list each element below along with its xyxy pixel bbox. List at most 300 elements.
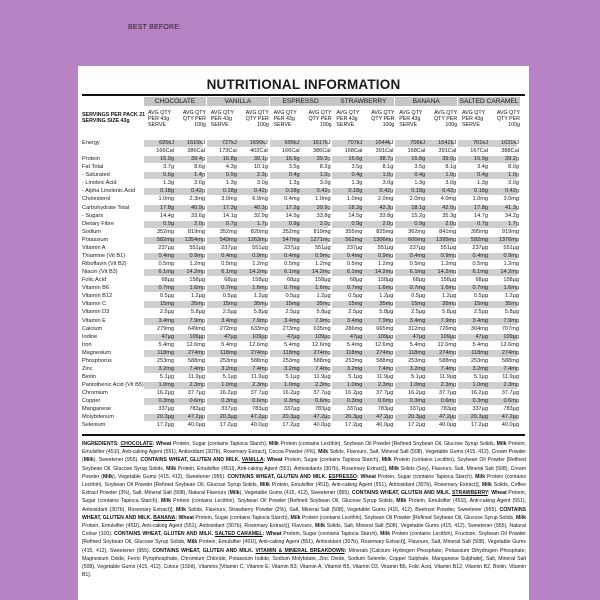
nutrient-value: 16.2µg <box>282 390 300 397</box>
nutrient-value: 5.1µg <box>285 374 300 381</box>
nutrient-value: 237µg <box>472 244 488 251</box>
serving-size: SERVING SIZE 43g <box>82 118 130 125</box>
nutrient-value: 158µg <box>252 277 268 284</box>
nutrient-value: 17.2µg <box>282 422 300 429</box>
ingredient-text-segment: Milk <box>475 473 487 480</box>
nutrient-value: 118mg <box>471 349 488 356</box>
nutrient-value: 3.2mg <box>284 365 300 372</box>
nutrient-value: 17.8g <box>160 204 174 211</box>
nutrient-value: 37.7µg <box>376 390 394 397</box>
ingredient-text-segment: Protein (contains Lecithin), Soybean Oil Powder [Refined Soybean Oil, Glucose Syrup Solids, <box>280 441 497 447</box>
ingredient-text-segment: Protein, Emulsifier (451l), Anti-caking Agent (551), Antioxidant (307b), Rosemary Extract)], <box>271 482 482 489</box>
best-before-label: BEST BEFORE: <box>128 24 182 31</box>
nutrient-value: 109µg <box>503 333 519 340</box>
nutrient-label: Dietary Fibre <box>82 220 115 227</box>
nutrient-value: 543mg <box>219 236 237 243</box>
nutrient-value: 14.4g <box>160 212 174 219</box>
nutrient-label: Cholesterol <box>82 196 111 203</box>
nutrient-value: 253mg <box>345 357 363 364</box>
nutrient-value: 3.2mg <box>221 365 237 372</box>
nutrient-value: 5.1µg <box>411 374 426 381</box>
nutrient-value: 0.6mg <box>377 398 394 405</box>
nutrient-value: 7.9mg <box>440 317 457 324</box>
nutrient-value: 11.9µg <box>439 374 457 381</box>
nutrient-value: 2.0mg <box>409 196 426 203</box>
nutrient-value: 279mg <box>156 325 174 332</box>
nutrient-value: 1.0mg <box>472 382 488 389</box>
nutrient-value: 7.4mg <box>189 365 205 372</box>
nutrient-value: 0.4mg <box>472 252 488 259</box>
nutrient-value: 253mg <box>470 357 488 364</box>
nutrient-value: 3.5g <box>414 164 426 171</box>
ingredient-text-segment: Milk <box>314 523 327 530</box>
nutrient-value: 0.6mg <box>315 398 331 405</box>
nutrient-value: 5.1µg <box>159 374 174 381</box>
nutrient-value: 1.0g <box>382 172 394 179</box>
nutrient-value: 1.0mg <box>315 196 331 203</box>
nutrient-value: 707kJ <box>347 140 363 146</box>
nutrient-value: 237µg <box>346 244 363 251</box>
nutrient-value: 168Cal <box>344 148 363 155</box>
nutrient-value: 0.4mg <box>158 252 174 259</box>
nutrient-value: 0.7g <box>477 220 488 227</box>
nutrient-value: 47µg <box>475 333 488 340</box>
nutrient-value: 109µg <box>189 333 205 340</box>
nutrient-value: 12.6mg <box>500 341 519 348</box>
nutrient-value: 0.9mg <box>440 252 457 259</box>
nutrient-label: Vitamin B6 <box>82 285 109 292</box>
nutrient-label: Vitamin C <box>82 301 107 308</box>
nutrient-value: 237µg <box>221 244 237 251</box>
ingredient-text-segment: Milk <box>160 498 174 505</box>
nutrient-value: 337µg <box>283 406 300 413</box>
nutrient-value: 337µg <box>158 406 174 413</box>
nutrient-label: Fat Total <box>82 164 104 171</box>
ingredient-text-segment: Milk <box>496 441 509 447</box>
nutrient-value: 1.6mg <box>503 285 519 292</box>
nutrient-value: 0.5mg <box>221 261 237 268</box>
nutrient-value: 16.9g <box>285 156 300 163</box>
ingredient-text-segment: Protein, Emulsifier (451l), Anti-caking Agent (551), Antioxidants (307b), Rosemary Extract)], <box>177 465 389 472</box>
nutrient-value: 1376mg <box>498 236 519 243</box>
nutrient-value: 0.7mg <box>221 285 237 292</box>
nutrient-value: 2.0g <box>194 220 205 227</box>
nutrient-value: 18.1g <box>411 204 426 211</box>
nutrient-value: 3.2mg <box>158 365 174 372</box>
nutrient-value: 15mg <box>222 301 237 308</box>
nutrient-value: 588mg <box>439 357 457 364</box>
nutrient-value: 118mg <box>345 349 363 356</box>
nutrient-value: 166Cal <box>156 148 174 155</box>
nutrient-value: 3.0g <box>256 180 268 187</box>
nutrient-value: 0.5mg <box>346 261 363 268</box>
nutrient-label: Chromium <box>82 390 108 397</box>
nutrient-value: 1690kJ <box>249 140 268 146</box>
ingredient-text-segment: Solids, Flavours, Strawberry Powder (2%), Salt, Mineral Salt (508), Vegetable Gums (415, 412), Beetroot Powder, Sweetener (955). <box>188 506 500 513</box>
nutrient-value: 14.2mg <box>186 269 205 276</box>
ingredient-text-segment: Milk <box>388 465 401 472</box>
nutrient-value: 274mg <box>313 349 331 356</box>
nutrient-value: 1.0mg <box>346 382 363 389</box>
nutrient-label: - Saturated <box>82 172 110 179</box>
nutrient-value: 274mg <box>187 349 205 356</box>
nutrient-label: Phosphorus <box>82 357 112 364</box>
nutrient-label: Potassium <box>82 236 109 243</box>
nutrient-value: 16.9g <box>160 156 174 163</box>
nutrient-value: 1.2µg <box>190 293 205 300</box>
column-header-serve: AVG QTY PER 43g SERVE <box>336 110 360 129</box>
nutrient-value: 253mg <box>408 357 426 364</box>
nutrient-value: 3.2mg <box>409 365 426 372</box>
nutrient-label: Folic Acid <box>82 277 106 284</box>
ingredient-text-segment: Protein, Sugar (contains Tapioca Starch), <box>283 531 381 538</box>
ingredients-text <box>82 440 526 579</box>
nutrient-value: 0.9mg <box>252 252 268 259</box>
ingredient-text-segment: : Wheat <box>356 473 378 480</box>
nutrient-value: 7.9mg <box>377 317 394 324</box>
nutrient-value: 14.5g <box>348 212 363 219</box>
nutrient-label: Energy <box>82 140 100 146</box>
nutrient-value: 11.9µg <box>251 374 268 381</box>
nutrient-value: 0.5µg <box>159 293 174 300</box>
nutrient-value: 2.5µg <box>348 309 363 316</box>
nutrient-value: 273mg <box>282 325 300 332</box>
nutrient-value: 701kJ <box>473 140 488 146</box>
nutrient-value: 1.0mg <box>346 196 363 203</box>
nutrient-value: 1395mg <box>435 236 457 243</box>
nutrient-value: 47µg <box>412 333 426 340</box>
nutrient-value: 1354mg <box>184 236 205 243</box>
nutrient-label: Biotin <box>82 374 96 381</box>
ingredient-text-segment: Milk <box>259 482 272 489</box>
ingredient-text-segment: Protein, Emulsifier (451l), Anti-caking Agent (551), Antioxidant (307b), Rosemary Extract)], Flavours, <box>82 523 315 530</box>
nutrient-value: 32.9g <box>253 212 268 219</box>
ingredient-text-segment: : Wheat <box>263 457 285 464</box>
nutrient-value: 665mg <box>376 325 394 332</box>
ingredient-text-segment: Protein, Emulsifier (451l), Anti-caking Agent (551), Antioxidant (307b), Rosemary Extract)], Flavours, Salt, Mineral Salt (508), Vegetable Gums (415, 412), Sweetener (955). <box>82 539 526 554</box>
nutrient-label: Carbohydrate Total <box>82 204 130 211</box>
nutrient-value: 15mg <box>348 301 363 308</box>
nutrient-value: 237µg <box>283 244 300 251</box>
nutrient-value: 0.5µg <box>473 293 488 300</box>
nutrient-value: 600mg <box>408 236 426 243</box>
nutrient-value: 14.7g <box>474 212 488 219</box>
nutrient-value: 16.2µg <box>156 390 174 397</box>
ingredient-text-segment: Protein, Sugar (contains Tapioca Starch), <box>172 441 269 447</box>
nutrient-value: 1.3g <box>351 180 363 187</box>
nutrient-value: 37.7µg <box>250 390 268 397</box>
nutrient-value: 17.2µg <box>156 422 174 429</box>
nutrient-label: Iron <box>82 341 92 348</box>
nutrient-label: Vitamin A <box>82 244 106 251</box>
nutrient-value: 0.4mg <box>409 252 426 259</box>
column-header-100g: AVG QTY QTY PER 100g <box>434 110 458 129</box>
nutrient-value: 783µg <box>314 406 331 413</box>
nutrient-value: 42.0g <box>442 204 457 211</box>
nutrient-value: 551µg <box>503 244 519 251</box>
nutrient-value: 68µg <box>161 277 174 284</box>
nutrient-value: 337µg <box>409 406 426 413</box>
nutrient-value: 0.4g <box>288 172 300 179</box>
nutrient-value: 272mg <box>219 325 237 332</box>
nutrient-value: 6.1mg <box>346 269 363 276</box>
ingredient-flavor-heading: CHOCOLATE <box>120 441 153 447</box>
nutrient-value: 391Cal <box>375 148 394 155</box>
nutrient-value: 15.2g <box>411 212 426 219</box>
nutrient-value: 3.0g <box>382 180 394 187</box>
nutrient-value: 109µg <box>252 333 268 340</box>
ingredient-text-segment: Protein, Sugar (contains Tapioca Starch), <box>284 457 382 464</box>
nutrient-value: 14.1g <box>222 212 237 219</box>
nutrient-value: 0.3mg <box>158 398 174 405</box>
ingredient-text-segment: Milk <box>290 514 302 521</box>
nutrient-value: 39.1g <box>253 156 268 163</box>
nutrient-value: 551µg <box>252 244 268 251</box>
nutrient-value: 118mg <box>408 349 426 356</box>
nutrient-value: 312mg <box>408 325 426 332</box>
nutrient-value: 40.9g <box>191 204 205 211</box>
nutrient-value: 0.42g <box>316 188 331 195</box>
panel-title: NUTRITIONAL INFORMATION <box>206 77 401 92</box>
ingredient-text-segment: Solids (Soy), Flavours, Salt, Mineral Salt (508), Cream Powder ( <box>82 465 527 480</box>
nutrient-value: 6.1mg <box>158 269 174 276</box>
nutrient-value: 1306mg <box>373 236 394 243</box>
ingredient-text-segment: Protein, Emulsifier (451l), Anti-caking Agent (551), Antioxidant (307b), Rosemary Extract)], <box>82 498 526 513</box>
nutrient-value: 1263mg <box>247 236 268 243</box>
ingredient-text-segment: Protein (contains Lecithin), Soybean Oil Powder [Refined Soybean Oil, Glucose Syrup Solids, <box>301 514 516 521</box>
nutrient-value: 39.4g <box>191 156 205 163</box>
nutrient-value: 695kJ <box>284 140 300 146</box>
nutrient-value: 20.3µg <box>345 414 363 421</box>
nutrient-value: 47.2µg <box>438 414 457 421</box>
ingredient-text-segment: Milk <box>268 441 281 447</box>
nutrient-value: 0.7mg <box>284 285 300 292</box>
nutrient-value: 1.7g <box>508 220 519 227</box>
nutrient-value: 118mg <box>220 349 237 356</box>
flavor-header: SALTED CARAMEL <box>459 98 519 105</box>
nutrient-value: 68µg <box>349 277 363 284</box>
nutrient-value: 362mg <box>408 228 426 235</box>
ingredient-text-segment: Minerals [Calcium Hydrogen Phosphate, Potassium Dihydrogen Phosphate, Magnesium Oxide, Ferric Pyrophosphate, Chromium Chloride, Potassium Iodide, Sodium Molybdate, Zinc Oxide, Sodium Selenite, Copper Sulphate, Manganese Sulphate], Salt, Mineral Salt (508), Vegetable Gums (415, 412), Colour (150d), Vitamins [Vitamin C, Vitamin E, Vitamin B3, Vitamin A, Vitamin B5, Vitamin D3, Vitamin B6, Folic Acid, Vitamin B12, Vitamin B2, Biotin, Vitamin B1]. <box>82 547 527 579</box>
nutrient-value: 0.18g <box>160 188 174 195</box>
flavor-header: STRAWBERRY <box>332 97 394 106</box>
nutrient-value: 0.5mg <box>409 261 426 268</box>
column-header-100g: AVG QTY QTY PER 100g <box>245 110 269 129</box>
nutrient-value: 118mg <box>157 349 174 356</box>
ingredient-text-segment: ), Vegetable Gums (415, 412), Sweetener (955). <box>239 490 353 497</box>
nutrient-value: 0.7mg <box>409 285 426 292</box>
title-rule <box>82 94 525 96</box>
nutrient-value: 1.2mg <box>377 261 394 268</box>
nutrient-value: 2.0g <box>319 220 331 227</box>
nutrient-value: 551µg <box>314 244 331 251</box>
nutrient-value: 3.7g <box>163 164 174 171</box>
nutrient-label: Vitamin E <box>82 317 106 324</box>
nutrient-value: 16.2µg <box>345 390 363 397</box>
nutrient-value: 17.2µg <box>345 422 363 429</box>
nutrient-value: 783µg <box>377 406 394 413</box>
nutrient-label: Zinc <box>82 365 93 372</box>
nutrient-value: 5.4mg <box>346 341 363 348</box>
nutrient-value: 727kJ <box>221 140 237 146</box>
nutrient-value: 0.42g <box>505 188 519 195</box>
ingredient-text-segment: : Wheat <box>487 490 509 497</box>
nutrient-value: 820mg <box>250 228 268 235</box>
nutrient-value: 4.3g <box>225 164 237 171</box>
nutrient-value: 0.5mg <box>284 261 300 268</box>
nutrient-value: 0.18g <box>474 188 488 195</box>
nutrient-value: 551µg <box>440 244 457 251</box>
nutrient-value: 2.5µg <box>159 309 174 316</box>
nutrient-value: 0.5mg <box>158 261 174 268</box>
nutrient-value: 40.0µg <box>501 422 519 429</box>
nutrient-value: 1644kJ <box>375 140 394 146</box>
nutrient-value: 14.2mg <box>374 269 394 276</box>
nutrient-value: 1617kJ <box>312 140 331 146</box>
nutrient-value: 237µg <box>158 244 174 251</box>
nutrient-value: 2.3mg <box>315 382 331 389</box>
nutrient-value: 0.7mg <box>472 285 488 292</box>
nutrient-value: 158µg <box>503 277 519 284</box>
nutrient-value: 0.3mg <box>472 398 488 405</box>
nutrient-value: 919mg <box>501 228 519 235</box>
nutrient-value: 253mg <box>156 357 174 364</box>
nutrient-value: 1.2µg <box>504 293 519 300</box>
nutrient-value: 1.2mg <box>315 261 331 268</box>
nutrient-value: 0.6g <box>163 172 174 179</box>
nutrient-value: 15mg <box>411 301 426 308</box>
nutrient-value: 158µg <box>377 277 394 284</box>
nutrient-value: 8.1g <box>445 164 457 171</box>
nutrient-value: 47.2µg <box>313 414 331 421</box>
nutrient-value: 3.2mg <box>472 365 488 372</box>
nutrient-value: 1.3g <box>163 180 174 187</box>
nutrient-value: 2.0g <box>445 220 457 227</box>
nutrient-value: 47µg <box>224 333 237 340</box>
nutrient-value: 1642kJ <box>438 140 457 146</box>
nutrient-value: 0.18g <box>348 188 363 195</box>
nutrient-label: Niacin (Vit B3) <box>82 269 118 276</box>
nutrient-value: 0.5µg <box>222 293 237 300</box>
nutrient-value: 33.8g <box>316 212 331 219</box>
column-header-serve: AVG QTY PER 43g SERVE <box>210 110 234 129</box>
nutrition-panel <box>78 66 529 600</box>
nutrient-value: 5.8µg <box>379 309 394 316</box>
nutrient-value: 5.4mg <box>158 341 174 348</box>
nutrient-value: 0.9g <box>163 220 174 227</box>
nutrient-value: 15mg <box>474 301 488 308</box>
nutrient-value: 158µg <box>314 277 331 284</box>
nutrient-value: 47.2µg <box>501 414 519 421</box>
nutrient-value: 547mg <box>282 236 300 243</box>
nutrient-value: 402Cal <box>250 148 268 155</box>
nutrient-value: 237µg <box>409 244 426 251</box>
ingredient-flavor-heading: VITAMIN & MINERAL BREAKDOWN <box>255 547 345 554</box>
nutrient-value: 35mg <box>253 301 268 308</box>
nutrient-value: 118mg <box>282 349 300 356</box>
nutrient-value: 20.3µg <box>156 414 174 421</box>
nutrient-value: 1631kJ <box>500 140 519 146</box>
nutrient-value: 1.0g <box>508 172 519 179</box>
nutrient-value: 0.5µg <box>285 293 300 300</box>
nutrient-value: 3.4mg <box>158 317 174 324</box>
nutrient-value: 592mg <box>470 236 488 243</box>
nutrient-value: 2.5µg <box>411 309 426 316</box>
nutrient-label: Magnesium <box>82 349 111 356</box>
nutrient-value: 5.8µg <box>504 309 519 316</box>
flavor-header: CHOCOLATE <box>144 97 206 106</box>
nutrient-label: - Alpha Linolenic Acid <box>82 188 136 195</box>
nutrient-label: Riboflavin (Vit B2) <box>82 261 127 268</box>
ingredient-text-segment: Milk <box>83 457 94 464</box>
nutrient-value: 7.4mg <box>440 365 457 372</box>
nutrient-label: - Linoleic Acid <box>82 180 117 187</box>
nutrient-value: 783µg <box>503 406 519 413</box>
nutrient-value: 1.3g <box>477 180 488 187</box>
nutrient-value: 109µg <box>440 333 457 340</box>
nutrient-value: 37.7µg <box>438 390 457 397</box>
nutrient-label: Vitamin D3 <box>82 309 110 316</box>
nutrient-value: 68µg <box>287 277 300 284</box>
nutrient-value: 3.4mg <box>409 317 426 324</box>
nutrient-value: 2.3mg <box>440 382 457 389</box>
nutrient-value: 706kJ <box>410 140 426 146</box>
nutrient-value: 562mg <box>345 236 363 243</box>
nutrient-value: 5.4mg <box>221 341 237 348</box>
nutrient-value: 0.6mg <box>252 398 268 405</box>
nutrient-value: 1.2µg <box>316 293 331 300</box>
nutrient-value: 2.0mg <box>377 196 394 203</box>
nutrient-value: 5.1µg <box>473 374 488 381</box>
column-header-serve: AVG QTY PER 43g SERVE <box>462 110 486 129</box>
nutrient-value: 17.3g <box>222 204 237 211</box>
nutrient-value: 16.9g <box>474 156 488 163</box>
ingredient-text-segment: Protein (contains Lecithin), Soybean Oil Powder [Refined Soybean Oil, Glucose Syrup Solids, <box>82 473 527 489</box>
nutrient-value: 166Cal <box>281 148 300 155</box>
nutrient-value: 825mg <box>376 228 394 235</box>
nutrient-value: 68µg <box>412 277 426 284</box>
nutrient-value: 0.4g <box>351 172 363 179</box>
nutrient-value: 0.6mg <box>440 398 457 405</box>
nutrient-value: 355mg <box>345 228 363 235</box>
nutrient-value: 3.0mg <box>503 196 519 203</box>
nutrient-value: 7.9mg <box>252 317 268 324</box>
servings-per-pack: SERVINGS PER PACK 21 <box>82 112 146 118</box>
nutrient-value: 0.9g <box>225 172 237 179</box>
ingredient-text-segment: Solids, Flavours, Salt, Mineral Salt (508), Vegetable Gums (415, 412), Cream Powder ( <box>82 449 527 464</box>
nutrient-value: 47µg <box>287 333 300 340</box>
nutrient-label: Copper <box>82 398 101 405</box>
nutrient-value: 38.7g <box>379 156 394 163</box>
nutrient-value: 588mg <box>313 357 331 364</box>
nutrient-value: 1.4g <box>194 172 205 179</box>
nutrient-value: 0.4g <box>414 172 426 179</box>
nutrient-value: 47.2µg <box>250 414 268 421</box>
nutrient-value: 2.3mg <box>189 196 205 203</box>
nutrient-value: 0.6mg <box>189 398 205 405</box>
nutrient-label: Selenium <box>82 422 106 429</box>
nutrient-value: 1.3g <box>288 180 300 187</box>
nutrient-value: 12.6mg <box>311 341 331 348</box>
ingredient-text-segment: Milk <box>229 490 240 497</box>
nutrient-value: 819mg <box>187 228 205 235</box>
nutrient-value: 7.4mg <box>377 365 394 372</box>
nutrient-value: 6.1mg <box>409 269 426 276</box>
nutrient-value: 0.5mg <box>472 261 488 268</box>
nutrient-value: 33.6g <box>191 212 205 219</box>
nutrient-value: 0.4mg <box>284 196 300 203</box>
nutrient-value: 37.7µg <box>313 390 331 397</box>
